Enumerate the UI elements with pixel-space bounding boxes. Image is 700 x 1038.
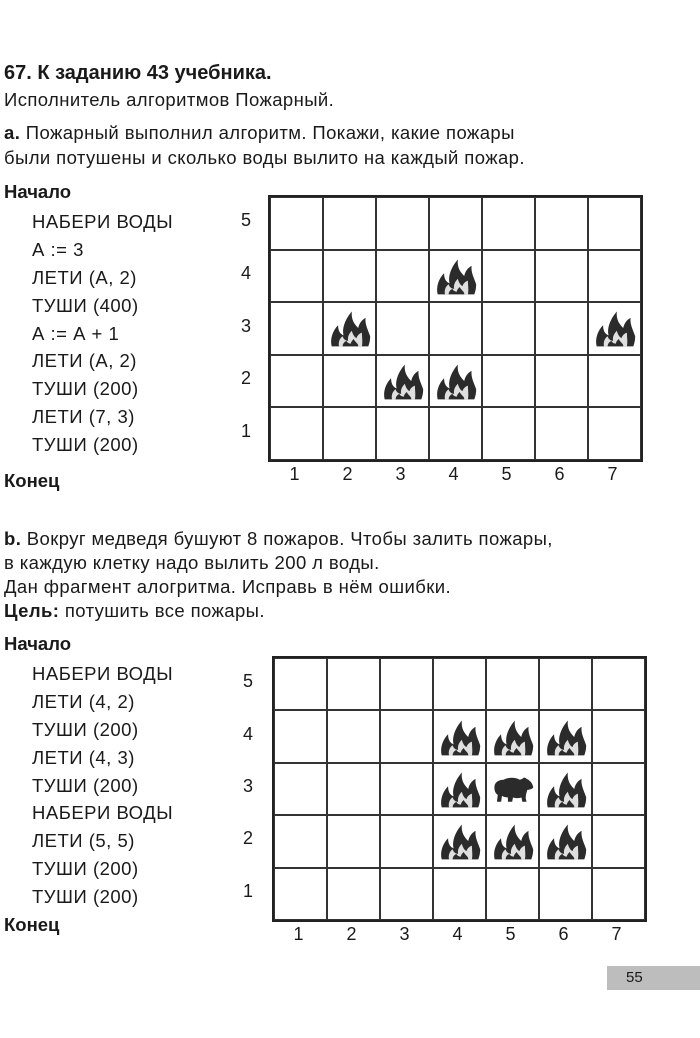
field-grid — [272, 656, 647, 922]
row-label: 3 — [242, 776, 253, 796]
grid-cell — [323, 355, 376, 408]
grid-cell — [588, 197, 641, 250]
part-b-program — [32, 660, 173, 911]
grid-cell — [380, 710, 433, 762]
part-a-text: Пожарный выполнил алгоритм. Покажи, какие пожары — [25, 122, 515, 143]
column-label: 7 — [607, 464, 618, 484]
part-b-goal-text: потушить все пожары. — [64, 600, 265, 621]
part-b-text-line1 — [4, 526, 553, 551]
grid-cell — [376, 302, 429, 355]
part-a-label: a. — [4, 122, 21, 143]
fire-icon — [323, 302, 376, 355]
program-line: НАБЕРИ ВОДЫ — [32, 663, 174, 684]
fire-icon — [433, 815, 486, 867]
row-label: 3 — [240, 315, 251, 336]
column-label: 6 — [558, 924, 569, 944]
grid-cell — [323, 407, 376, 460]
grid-cell — [486, 658, 539, 710]
part-b-text-line2: в каждую клетку надо вылить 200 л воды. — [4, 552, 380, 573]
grid-cell — [588, 355, 641, 408]
grid-cell — [380, 658, 433, 710]
grid-cell — [274, 815, 327, 867]
grid-cell — [592, 763, 645, 815]
program-line: А := А + 1 — [32, 322, 120, 344]
column-label: 3 — [399, 924, 410, 944]
grid-cell — [592, 815, 645, 867]
part-b-goal — [4, 598, 265, 623]
row-label: 4 — [240, 262, 251, 283]
part-b-begin: Начало — [4, 633, 72, 654]
part-b-text-line3: Дан фрагмент алогритма. Исправь в нём ошибки. — [4, 576, 451, 597]
grid-cell — [429, 302, 482, 355]
grid-cell — [535, 407, 588, 460]
fire-icon — [429, 355, 482, 408]
part-b-goal-label: Цель: — [4, 600, 60, 621]
grid-cell — [274, 710, 327, 762]
program-line: НАБЕРИ ВОДЫ — [32, 802, 174, 824]
grid-cell — [592, 868, 645, 920]
grid-cell — [535, 302, 588, 355]
row-label: 2 — [240, 368, 251, 389]
column-label: 2 — [346, 924, 357, 944]
program-line: ТУШИ (200) — [32, 718, 139, 740]
grid-cell — [274, 868, 327, 920]
grid-cell — [327, 763, 380, 815]
fire-icon — [539, 815, 592, 867]
grid-cell — [327, 710, 380, 762]
row-label: 5 — [240, 210, 251, 231]
fire-icon — [433, 763, 486, 815]
grid-cell — [539, 868, 592, 920]
program-line: ТУШИ (400) — [32, 294, 139, 316]
fire-icon — [539, 763, 592, 815]
grid-cell — [433, 868, 486, 920]
program-line: ТУШИ (200) — [32, 378, 139, 400]
part-a-end: Конец — [4, 470, 60, 491]
grid-cell — [535, 250, 588, 303]
program-line: ТУШИ (200) — [32, 886, 139, 908]
fire-icon — [539, 710, 592, 762]
grid-cell — [270, 197, 323, 250]
grid-cell — [270, 250, 323, 303]
exercise-heading: 67. К заданию 43 учебника. — [4, 62, 272, 84]
program-line: ЛЕТИ (4, 2) — [32, 690, 135, 712]
grid-cell — [482, 355, 535, 408]
grid-cell — [433, 658, 486, 710]
bear-icon — [486, 763, 539, 815]
page-number: 55 — [607, 966, 700, 990]
row-label: 5 — [242, 671, 253, 692]
grid-cell — [588, 250, 641, 303]
part-b-text: Вокруг медведя бушуют 8 пожаров. Чтобы залить пожары, — [26, 528, 553, 549]
column-label: 7 — [611, 924, 622, 944]
column-label: 3 — [395, 464, 406, 484]
grid-cell — [323, 197, 376, 250]
grid-cell — [327, 868, 380, 920]
column-label: 5 — [505, 924, 516, 944]
fire-icon — [376, 355, 429, 408]
grid-cell — [588, 407, 641, 460]
column-label: 6 — [554, 464, 565, 484]
program-line: ЛЕТИ (5, 5) — [32, 830, 135, 852]
grid-cell — [323, 250, 376, 303]
grid-cell — [327, 658, 380, 710]
fire-icon — [486, 710, 539, 762]
program-line: НАБЕРИ ВОДЫ — [32, 211, 174, 232]
program-line: ТУШИ (200) — [32, 858, 139, 880]
program-line: ТУШИ (200) — [32, 434, 139, 456]
part-a-program — [32, 208, 173, 459]
grid-cell — [274, 763, 327, 815]
grid-cell — [380, 868, 433, 920]
grid-cell — [376, 250, 429, 303]
grid-cell — [270, 355, 323, 408]
grid-cell — [592, 710, 645, 762]
column-label: 2 — [342, 464, 353, 484]
grid-cell — [429, 197, 482, 250]
column-label: 4 — [452, 924, 463, 944]
column-label: 1 — [293, 924, 304, 944]
part-b-label: b. — [4, 528, 22, 549]
row-label: 4 — [242, 723, 253, 744]
grid-cell — [482, 302, 535, 355]
grid-cell — [486, 868, 539, 920]
row-label: 1 — [242, 880, 253, 901]
grid-cell — [539, 658, 592, 710]
grid-cell — [270, 407, 323, 460]
grid-cell — [535, 355, 588, 408]
program-line: А := 3 — [32, 238, 84, 260]
part-a-text-line1 — [4, 120, 515, 145]
row-label: 2 — [242, 828, 253, 849]
program-line: ЛЕТИ (А, 2) — [32, 350, 137, 372]
grid-cell — [535, 197, 588, 250]
fire-icon — [588, 302, 641, 355]
fire-icon — [429, 250, 482, 303]
grid-cell — [376, 197, 429, 250]
program-line: ЛЕТИ (А, 2) — [32, 266, 137, 288]
program-line: ЛЕТИ (7, 3) — [32, 406, 135, 428]
grid-cell — [482, 407, 535, 460]
part-b-end: Конец — [4, 914, 60, 935]
part-a-begin: Начало — [4, 181, 72, 202]
column-label: 4 — [448, 464, 459, 484]
grid-cell — [380, 763, 433, 815]
grid-cell — [376, 407, 429, 460]
grid-cell — [380, 815, 433, 867]
exercise-subtitle: Исполнитель алгоритмов Пожарный. — [4, 89, 335, 110]
row-label: 1 — [240, 420, 251, 441]
field-grid — [268, 195, 643, 462]
part-a-text-line2: были потушены и сколько воды вылито на каждый пожар. — [4, 147, 525, 168]
grid-cell — [270, 302, 323, 355]
grid-cell — [482, 250, 535, 303]
grid-cell — [592, 658, 645, 710]
program-line: ЛЕТИ (4, 3) — [32, 746, 135, 768]
program-line: ТУШИ (200) — [32, 774, 139, 796]
grid-cell — [327, 815, 380, 867]
grid-cell — [274, 658, 327, 710]
fire-icon — [486, 815, 539, 867]
grid-cell — [429, 407, 482, 460]
column-label: 5 — [501, 464, 512, 484]
column-label: 1 — [289, 464, 300, 484]
grid-cell — [482, 197, 535, 250]
fire-icon — [433, 710, 486, 762]
